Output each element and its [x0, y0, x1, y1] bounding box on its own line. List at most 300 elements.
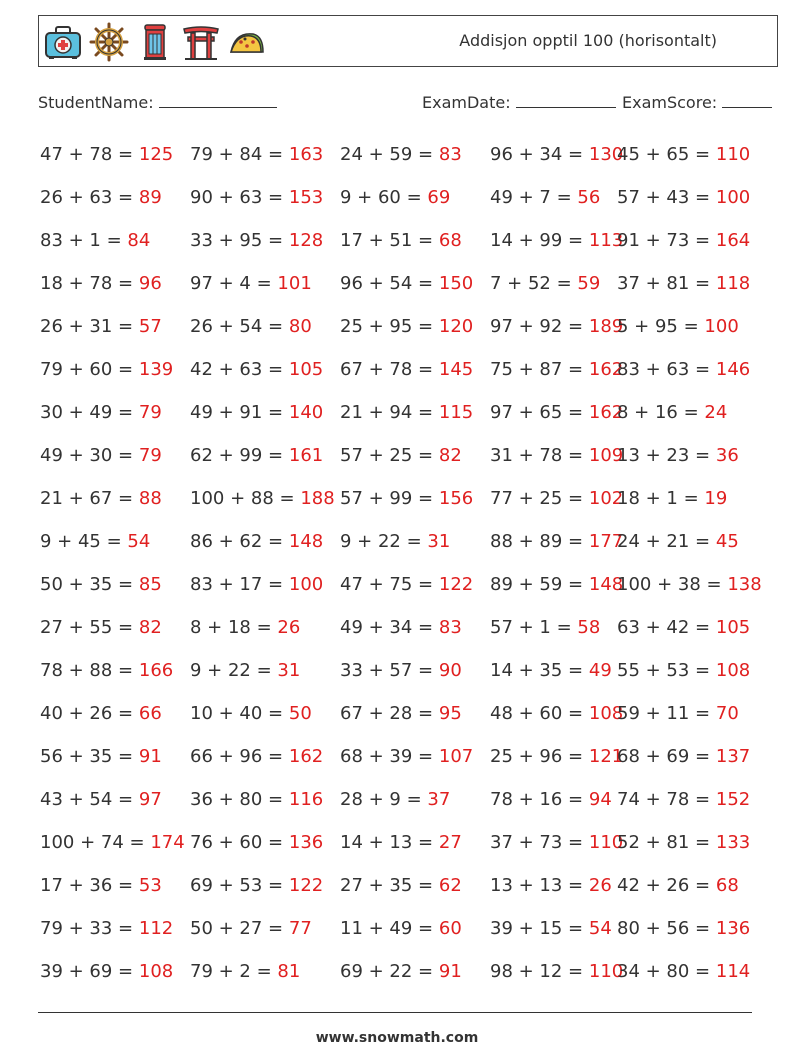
problem-cell — [340, 226, 462, 256]
problem-question: 57 + 99 = — [340, 488, 434, 509]
problem-answer: 45 — [715, 531, 739, 552]
problem-question: 10 + 40 = — [190, 703, 284, 724]
problem-question: 9 + 60 = — [340, 187, 422, 208]
problem-cell — [490, 656, 612, 686]
problem-answer: 81 — [277, 961, 301, 982]
problem-question: 21 + 94 = — [340, 402, 434, 423]
problem-cell — [617, 269, 750, 299]
problem-question: 88 + 89 = — [490, 531, 584, 552]
problem-question: 8 + 18 = — [190, 617, 272, 638]
problem-question: 33 + 57 = — [340, 660, 434, 681]
problem-cell — [340, 441, 462, 471]
problem-answer: 60 — [438, 918, 462, 939]
problem-answer: 105 — [715, 617, 751, 638]
problem-question: 43 + 54 = — [40, 789, 134, 810]
problem-answer: 164 — [715, 230, 751, 251]
problem-question: 36 + 80 = — [190, 789, 284, 810]
problem-cell — [617, 527, 739, 557]
problem-answer: 116 — [288, 789, 324, 810]
problem-question: 13 + 13 = — [490, 875, 584, 896]
problem-question: 66 + 96 = — [190, 746, 284, 767]
problem-answer: 68 — [715, 875, 739, 896]
problem-answer: 150 — [438, 273, 474, 294]
exam-score-label: ExamScore: — [622, 93, 718, 112]
problem-cell — [490, 699, 623, 729]
problem-question: 77 + 25 = — [490, 488, 584, 509]
problem-question: 39 + 69 = — [40, 961, 134, 982]
problem-answer: 145 — [438, 359, 474, 380]
problem-answer: 31 — [277, 660, 301, 681]
problem-question: 42 + 63 = — [190, 359, 284, 380]
problem-cell — [190, 140, 323, 170]
problem-answer: 100 — [715, 187, 751, 208]
problem-answer: 109 — [588, 445, 624, 466]
problem-answer: 88 — [138, 488, 162, 509]
problem-answer: 66 — [138, 703, 162, 724]
problem-cell — [40, 183, 162, 213]
problem-cell — [340, 914, 462, 944]
problem-cell — [617, 914, 750, 944]
problem-cell — [490, 484, 623, 514]
problem-answer: 26 — [277, 617, 301, 638]
problem-answer: 121 — [588, 746, 624, 767]
problem-question: 49 + 34 = — [340, 617, 434, 638]
problem-answer: 100 — [704, 316, 739, 337]
problem-answer: 161 — [288, 445, 324, 466]
problem-answer: 83 — [438, 617, 462, 638]
problem-answer: 139 — [138, 359, 174, 380]
problem-cell — [40, 656, 173, 686]
problem-cell — [340, 656, 462, 686]
problem-answer: 69 — [427, 187, 451, 208]
problem-cell — [40, 226, 150, 256]
problem-cell — [40, 312, 162, 342]
problem-question: 63 + 42 = — [617, 617, 711, 638]
exam-score-line[interactable] — [722, 93, 772, 108]
problem-answer: 189 — [588, 316, 624, 337]
problem-cell — [490, 828, 623, 858]
problem-question: 24 + 59 = — [340, 144, 434, 165]
problem-cell — [617, 484, 727, 514]
problem-answer: 136 — [288, 832, 324, 853]
problem-answer: 68 — [438, 230, 462, 251]
problem-cell — [190, 656, 300, 686]
problem-cell — [617, 785, 750, 815]
problem-answer: 53 — [138, 875, 162, 896]
exam-date-label: ExamDate: — [422, 93, 511, 112]
problem-cell — [490, 441, 623, 471]
problem-question: 24 + 21 = — [617, 531, 711, 552]
problem-question: 62 + 99 = — [190, 445, 284, 466]
problem-question: 97 + 4 = — [190, 273, 272, 294]
problem-question: 30 + 49 = — [40, 402, 134, 423]
problem-answer: 153 — [288, 187, 324, 208]
exam-date-field — [422, 93, 616, 112]
problem-cell — [340, 613, 462, 643]
problem-cell — [340, 828, 462, 858]
problem-cell — [340, 871, 462, 901]
problem-question: 7 + 52 = — [490, 273, 572, 294]
problem-answer: 91 — [438, 961, 462, 982]
problem-question: 79 + 60 = — [40, 359, 134, 380]
problem-answer: 62 — [438, 875, 462, 896]
problem-answer: 36 — [715, 445, 739, 466]
problem-answer: 82 — [438, 445, 462, 466]
problem-cell — [190, 269, 312, 299]
problem-cell — [40, 871, 162, 901]
problem-question: 37 + 73 = — [490, 832, 584, 853]
problem-answer: 162 — [588, 359, 624, 380]
problem-question: 47 + 75 = — [340, 574, 434, 595]
problem-answer: 58 — [577, 617, 601, 638]
problem-answer: 108 — [138, 961, 174, 982]
problem-cell — [190, 183, 323, 213]
problem-question: 83 + 1 = — [40, 230, 122, 251]
problem-answer: 122 — [438, 574, 474, 595]
problem-question: 76 + 60 = — [190, 832, 284, 853]
problem-cell — [40, 742, 162, 772]
problem-question: 79 + 84 = — [190, 144, 284, 165]
problem-answer: 70 — [715, 703, 739, 724]
problem-cell — [190, 226, 323, 256]
problem-answer: 85 — [138, 574, 162, 595]
exam-score-field — [622, 93, 772, 112]
problem-answer: 59 — [577, 273, 601, 294]
problem-cell — [490, 398, 623, 428]
problem-cell — [340, 570, 473, 600]
problem-question: 48 + 60 = — [490, 703, 584, 724]
problem-answer: 89 — [138, 187, 162, 208]
problem-question: 18 + 1 = — [617, 488, 699, 509]
problem-question: 9 + 22 = — [340, 531, 422, 552]
problem-question: 14 + 99 = — [490, 230, 584, 251]
problem-cell — [190, 871, 323, 901]
problem-answer: 79 — [138, 445, 162, 466]
problem-question: 39 + 15 = — [490, 918, 584, 939]
problem-answer: 177 — [588, 531, 624, 552]
problem-answer: 84 — [127, 230, 151, 251]
problem-question: 21 + 67 = — [40, 488, 134, 509]
problem-answer: 115 — [438, 402, 474, 423]
problem-answer: 102 — [588, 488, 624, 509]
problem-question: 83 + 17 = — [190, 574, 284, 595]
problem-answer: 96 — [138, 273, 162, 294]
problem-question: 74 + 78 = — [617, 789, 711, 810]
footer-divider — [38, 1012, 752, 1013]
problem-cell — [190, 484, 335, 514]
problem-cell — [190, 570, 323, 600]
problem-answer: 122 — [288, 875, 324, 896]
problem-cell — [340, 312, 473, 342]
problem-question: 14 + 35 = — [490, 660, 584, 681]
problem-answer: 90 — [438, 660, 462, 681]
problem-answer: 110 — [588, 832, 624, 853]
problem-answer: 166 — [138, 660, 174, 681]
problem-cell — [190, 742, 323, 772]
problem-question: 68 + 39 = — [340, 746, 434, 767]
problem-question: 67 + 28 = — [340, 703, 434, 724]
problem-answer: 82 — [138, 617, 162, 638]
problem-cell — [40, 398, 162, 428]
problem-question: 59 + 11 = — [617, 703, 711, 724]
problem-cell — [617, 699, 739, 729]
problem-question: 28 + 9 = — [340, 789, 422, 810]
problem-cell — [340, 957, 462, 987]
problem-question: 57 + 1 = — [490, 617, 572, 638]
problem-cell — [190, 828, 323, 858]
problem-cell — [617, 312, 739, 342]
problem-answer: 108 — [715, 660, 751, 681]
problem-answer: 174 — [150, 832, 185, 853]
problem-answer: 133 — [715, 832, 751, 853]
worksheet-title: Addisjon opptil 100 (horisontalt) — [459, 31, 717, 50]
problem-question: 55 + 53 = — [617, 660, 711, 681]
problem-answer: 50 — [288, 703, 312, 724]
problem-cell — [340, 527, 450, 557]
problem-question: 96 + 34 = — [490, 144, 584, 165]
problem-question: 17 + 36 = — [40, 875, 134, 896]
problem-question: 8 + 16 = — [617, 402, 699, 423]
problem-question: 34 + 80 = — [617, 961, 711, 982]
problem-question: 13 + 23 = — [617, 445, 711, 466]
problem-answer: 110 — [588, 961, 624, 982]
ship-wheel-icon — [89, 22, 129, 62]
problem-answer: 101 — [277, 273, 312, 294]
problem-answer: 27 — [438, 832, 462, 853]
problem-answer: 95 — [438, 703, 462, 724]
header-icons — [43, 22, 267, 62]
problem-answer: 37 — [427, 789, 451, 810]
problem-question: 49 + 30 = — [40, 445, 134, 466]
problem-answer: 83 — [438, 144, 462, 165]
problem-cell — [340, 484, 473, 514]
problem-question: 69 + 22 = — [340, 961, 434, 982]
problem-cell — [40, 355, 173, 385]
problem-answer: 19 — [704, 488, 728, 509]
problem-cell — [40, 785, 162, 815]
problem-question: 27 + 55 = — [40, 617, 134, 638]
problem-cell — [190, 355, 323, 385]
problem-answer: 138 — [727, 574, 762, 595]
problem-cell — [490, 742, 623, 772]
problem-cell — [40, 484, 162, 514]
problem-answer: 163 — [288, 144, 324, 165]
problem-question: 31 + 78 = — [490, 445, 584, 466]
problem-cell — [40, 828, 185, 858]
problem-answer: 156 — [438, 488, 474, 509]
problem-question: 100 + 38 = — [617, 574, 722, 595]
problem-question: 75 + 87 = — [490, 359, 584, 380]
problem-question: 91 + 73 = — [617, 230, 711, 251]
problem-cell — [617, 226, 750, 256]
problem-cell — [490, 183, 600, 213]
problem-cell — [617, 183, 750, 213]
problem-cell — [40, 570, 162, 600]
problem-answer: 108 — [588, 703, 624, 724]
problem-question: 26 + 31 = — [40, 316, 134, 337]
problem-answer: 24 — [704, 402, 728, 423]
problem-cell — [490, 570, 623, 600]
problem-cell — [190, 613, 300, 643]
problem-cell — [490, 269, 600, 299]
problem-answer: 100 — [288, 574, 324, 595]
problem-question: 52 + 81 = — [617, 832, 711, 853]
problem-cell — [340, 785, 450, 815]
problem-question: 37 + 81 = — [617, 273, 711, 294]
problem-question: 26 + 54 = — [190, 316, 284, 337]
problem-cell — [490, 914, 612, 944]
problem-answer: 57 — [138, 316, 162, 337]
problem-answer: 79 — [138, 402, 162, 423]
footer-url: www.snowmath.com — [315, 1030, 479, 1046]
problem-question: 67 + 78 = — [340, 359, 434, 380]
problem-question: 97 + 65 = — [490, 402, 584, 423]
problem-answer: 56 — [577, 187, 601, 208]
problem-answer: 97 — [138, 789, 162, 810]
problem-cell — [617, 828, 750, 858]
problem-answer: 31 — [427, 531, 451, 552]
problem-answer: 118 — [715, 273, 751, 294]
problem-cell — [617, 570, 762, 600]
problem-question: 79 + 2 = — [190, 961, 272, 982]
phone-booth-icon — [135, 22, 175, 62]
problem-answer: 136 — [715, 918, 751, 939]
problem-cell — [617, 742, 750, 772]
problem-question: 68 + 69 = — [617, 746, 711, 767]
problem-question: 80 + 56 = — [617, 918, 711, 939]
problem-question: 17 + 51 = — [340, 230, 434, 251]
problem-cell — [190, 441, 323, 471]
problem-question: 25 + 95 = — [340, 316, 434, 337]
problem-question: 5 + 95 = — [617, 316, 699, 337]
problem-answer: 137 — [715, 746, 751, 767]
student-name-line[interactable] — [159, 93, 277, 108]
problem-cell — [617, 957, 750, 987]
problem-question: 98 + 12 = — [490, 961, 584, 982]
problem-cell — [490, 527, 623, 557]
problem-answer: 105 — [288, 359, 324, 380]
problem-cell — [340, 183, 450, 213]
problem-answer: 146 — [715, 359, 751, 380]
problem-question: 25 + 96 = — [490, 746, 584, 767]
problem-cell — [490, 140, 623, 170]
problem-question: 14 + 13 = — [340, 832, 434, 853]
problem-question: 47 + 78 = — [40, 144, 134, 165]
problem-cell — [40, 140, 173, 170]
problem-cell — [40, 269, 162, 299]
problem-cell — [40, 441, 162, 471]
problem-cell — [40, 914, 173, 944]
problem-answer: 94 — [588, 789, 612, 810]
problem-cell — [40, 957, 173, 987]
problem-answer: 112 — [138, 918, 174, 939]
problem-question: 86 + 62 = — [190, 531, 284, 552]
problem-cell — [490, 312, 623, 342]
problem-answer: 128 — [288, 230, 324, 251]
problem-answer: 152 — [715, 789, 751, 810]
problem-cell — [190, 527, 323, 557]
problem-answer: 26 — [588, 875, 612, 896]
problem-answer: 80 — [288, 316, 312, 337]
problem-question: 27 + 35 = — [340, 875, 434, 896]
problem-question: 50 + 27 = — [190, 918, 284, 939]
problem-cell — [340, 140, 462, 170]
problem-answer: 91 — [138, 746, 162, 767]
problem-question: 49 + 7 = — [490, 187, 572, 208]
problem-question: 33 + 95 = — [190, 230, 284, 251]
problem-cell — [190, 785, 323, 815]
problem-cell — [490, 785, 612, 815]
problem-question: 9 + 22 = — [190, 660, 272, 681]
problem-cell — [490, 226, 623, 256]
problem-answer: 140 — [288, 402, 324, 423]
student-name-label: StudentName: — [38, 93, 154, 112]
problem-cell — [190, 957, 300, 987]
problem-cell — [340, 269, 473, 299]
problem-answer: 113 — [588, 230, 624, 251]
problem-cell — [190, 914, 312, 944]
problem-question: 97 + 92 = — [490, 316, 584, 337]
problem-question: 100 + 74 = — [40, 832, 145, 853]
problem-question: 57 + 25 = — [340, 445, 434, 466]
problem-answer: 107 — [438, 746, 474, 767]
problem-cell — [340, 699, 462, 729]
problem-question: 45 + 65 = — [617, 144, 711, 165]
problem-answer: 148 — [588, 574, 624, 595]
problem-answer: 120 — [438, 316, 474, 337]
problem-cell — [190, 398, 323, 428]
problem-answer: 125 — [138, 144, 174, 165]
problem-answer: 162 — [588, 402, 624, 423]
problem-cell — [490, 957, 623, 987]
problem-cell — [617, 355, 750, 385]
problem-answer: 130 — [588, 144, 624, 165]
problem-cell — [40, 699, 162, 729]
problem-cell — [617, 441, 739, 471]
problem-question: 40 + 26 = — [40, 703, 134, 724]
problem-answer: 54 — [588, 918, 612, 939]
problem-question: 89 + 59 = — [490, 574, 584, 595]
problem-answer: 77 — [288, 918, 312, 939]
worksheet-header — [38, 15, 778, 67]
problem-cell — [490, 613, 600, 643]
problem-question: 18 + 78 = — [40, 273, 134, 294]
problem-cell — [617, 140, 750, 170]
problem-question: 78 + 16 = — [490, 789, 584, 810]
problem-answer: 162 — [288, 746, 324, 767]
problem-cell — [340, 355, 473, 385]
problem-question: 69 + 53 = — [190, 875, 284, 896]
problem-answer: 110 — [715, 144, 751, 165]
problem-cell — [340, 742, 473, 772]
problem-answer: 188 — [300, 488, 335, 509]
problem-cell — [190, 699, 312, 729]
exam-date-line[interactable] — [516, 93, 616, 108]
problem-question: 50 + 35 = — [40, 574, 134, 595]
problem-question: 42 + 26 = — [617, 875, 711, 896]
problem-question: 26 + 63 = — [40, 187, 134, 208]
problem-question: 100 + 88 = — [190, 488, 295, 509]
problem-cell — [617, 656, 750, 686]
problem-question: 57 + 43 = — [617, 187, 711, 208]
problem-question: 56 + 35 = — [40, 746, 134, 767]
problem-question: 79 + 33 = — [40, 918, 134, 939]
problem-cell — [40, 613, 162, 643]
problem-cell — [40, 527, 150, 557]
problem-question: 96 + 54 = — [340, 273, 434, 294]
problem-answer: 49 — [588, 660, 612, 681]
problem-question: 49 + 91 = — [190, 402, 284, 423]
